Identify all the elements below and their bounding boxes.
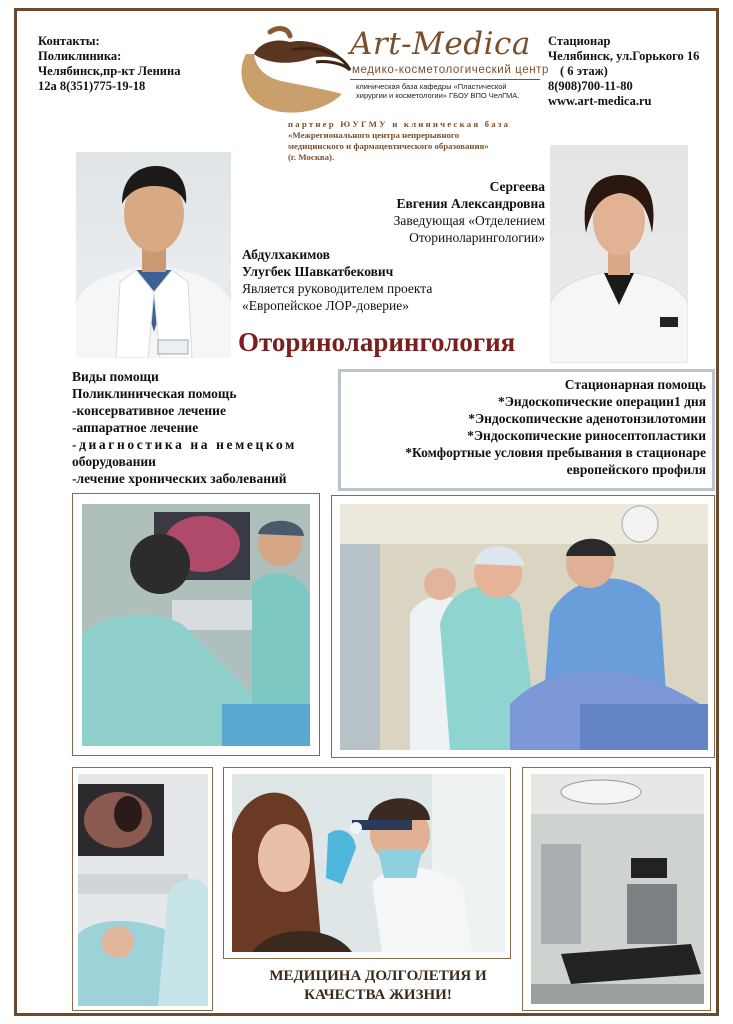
contacts-heading: Контакты:: [38, 34, 100, 48]
apple-logo-icon: [232, 24, 357, 116]
hospital-address: Челябинск, ул.Горького 16: [548, 49, 700, 63]
list-item: -аппаратное лечение: [72, 420, 199, 435]
photo-frame: [72, 493, 320, 756]
surgery-photo: [340, 504, 708, 750]
list-item: *Эндоскопические аденотонзилотомии: [468, 411, 706, 426]
services-heading: Виды помощи: [72, 369, 159, 384]
partner-line: (г. Москва).: [288, 152, 335, 162]
doctor-name: Улугбек Шавкатбекович: [242, 264, 394, 279]
list-item: -лечение хронических заболеваний: [72, 471, 287, 486]
list-item: *Комфортные условия пребывания в стационаре: [405, 445, 706, 460]
contacts-hospital: [548, 34, 699, 109]
partner-line: медицинского и фармацевтического образования»: [288, 141, 489, 151]
photo-frame: [223, 767, 511, 959]
consultation-photo: [232, 774, 505, 952]
doctor-photo-abdulkhakimov: [76, 152, 231, 358]
list-item: -диагностика на немецком: [72, 437, 297, 452]
logo-name: Art-Medica: [350, 26, 531, 62]
services-subheading: Поликлиническая помощь: [72, 386, 237, 401]
hospital-floor: ( 6 этаж): [560, 64, 608, 78]
doctor-info-sergeeva: [355, 178, 545, 246]
doctor-role: Заведующая «Отделением: [393, 213, 545, 228]
doctor-info-abdulkhakimov: [242, 246, 482, 314]
page-title: Оториноларингология: [238, 327, 516, 357]
contacts-polyclinic: [38, 34, 180, 94]
art-medica-logo: [232, 24, 550, 114]
inpatient-heading: Стационарная помощь: [564, 377, 706, 392]
doctor-role: «Европейское ЛОР-доверие»: [242, 298, 409, 313]
slogan: [228, 967, 528, 1005]
slogan-line: КАЧЕСТВА ЖИЗНИ!: [304, 987, 452, 1003]
partner-line: «Межрегионального центра непрерывного: [288, 130, 460, 140]
doctor-name: Евгения Александровна: [396, 196, 545, 211]
polyclinic-label: Поликлиника:: [38, 49, 122, 63]
inpatient-services-box: [338, 369, 715, 491]
logo-divider: [350, 79, 540, 80]
logo-subtitle: медико-косметологический центр: [352, 64, 550, 76]
doctor-role: Является руководителем проекта: [242, 281, 433, 296]
photo-frame: [331, 495, 715, 758]
website-link[interactable]: www.art-medica.ru: [548, 94, 652, 108]
doctor-surname: Сергеева: [489, 179, 545, 194]
list-item: европейского профиля: [566, 462, 706, 477]
doctor-role: Оториноларингологии»: [409, 230, 545, 245]
slogan-line: МЕДИЦИНА ДОЛГОЛЕТИЯ И: [269, 968, 487, 984]
partner-line: партнер ЮУГМУ и клиническая база: [288, 119, 511, 129]
outpatient-services: [72, 368, 334, 487]
doctor-surname: Абдулхакимов: [242, 247, 330, 262]
endoscope-monitor-photo: [78, 774, 208, 1006]
logo-desc-line: хирургии и косметологии» ГБОУ ВПО ЧелГМА.: [356, 91, 520, 100]
list-item: *Эндоскопические операции1 дня: [498, 394, 706, 409]
hospital-label: Стационар: [548, 34, 611, 48]
logo-desc-line: клиническая база кафедры «Пластической: [356, 82, 507, 91]
list-item: -консервативное лечение: [72, 403, 226, 418]
list-item: оборудовании: [72, 454, 156, 469]
hospital-phone: 8(908)700-11-80: [548, 79, 633, 93]
photo-frame: [522, 767, 711, 1011]
endoscopy-photo: [82, 504, 310, 746]
doctor-photo-sergeeva: [550, 145, 688, 363]
polyclinic-address: Челябинск,пр-кт Ленина: [38, 64, 181, 78]
photo-frame: [72, 767, 213, 1011]
partner-text: [288, 119, 550, 163]
logo-description: [356, 82, 556, 100]
list-item: *Эндоскопические риносептопластики: [467, 428, 706, 443]
operating-room-photo: [531, 774, 704, 1004]
polyclinic-phone: 12а 8(351)775-19-18: [38, 79, 146, 93]
